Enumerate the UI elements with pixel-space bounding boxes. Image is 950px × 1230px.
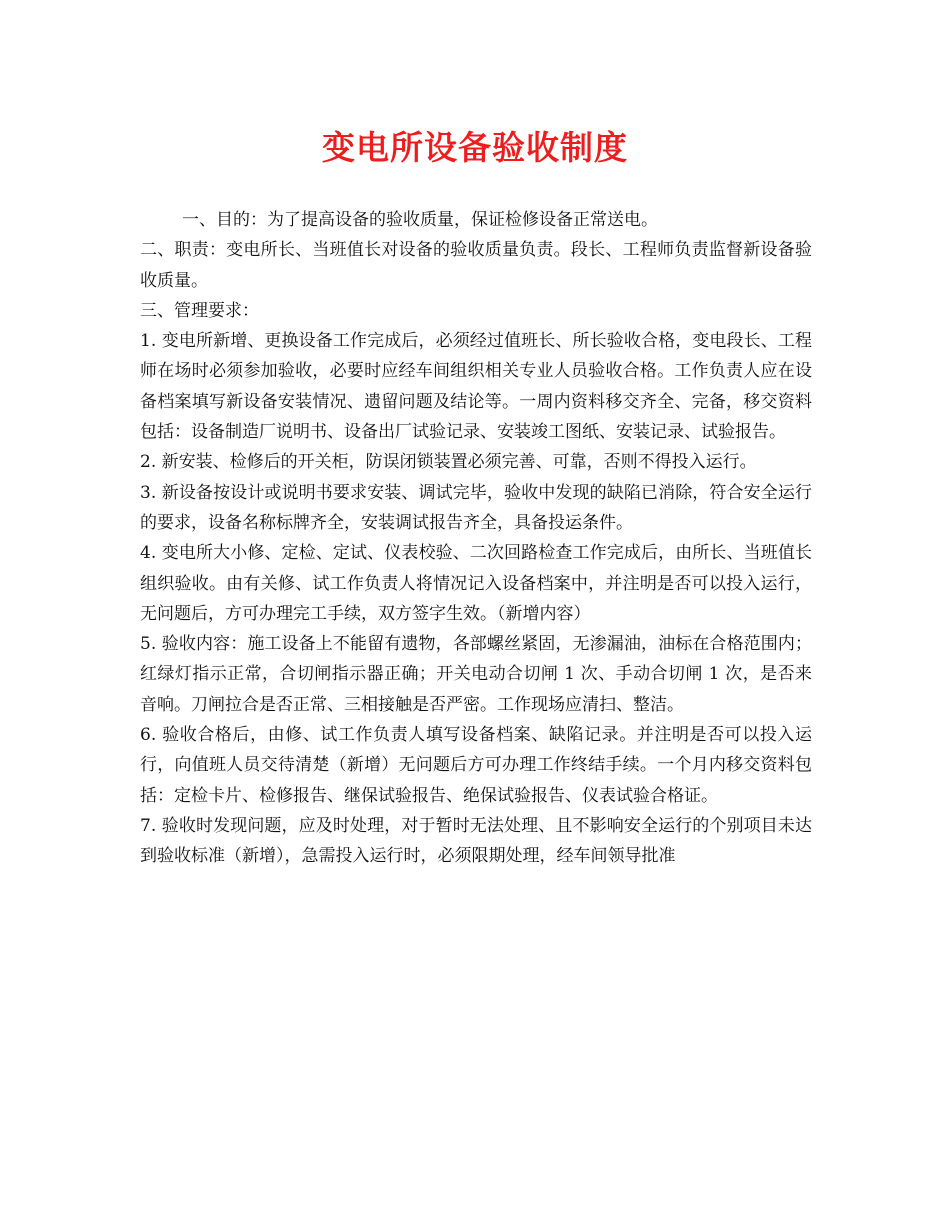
paragraph-item-6: 6. 验收合格后，由修、试工作负责人填写设备档案、缺陷记录。并注明是否可以投入运行，向值班人员交待清楚（新增）无问题后方可办理工作终结手续。一个月内移交资料包括：定检卡片、检修报告、继保试验报告、绝保试验报告、仪表试验合格证。 (140, 725, 812, 806)
paragraph-item-1: 1. 变电所新增、更换设备工作完成后，必须经过值班长、所长验收合格，变电段长、工程师在场时必须参加验收，必要时应经车间组织相关专业人员验收合格。工作负责人应在设备档案填写新设备安装情况、遗留问题及结论等。一周内资料移交齐全、完备，移交资料包括：设备制造厂说明书、设备出厂试验记录、安装竣工图纸、安装记录、试验报告。 (140, 331, 812, 443)
document-title: 变电所设备验收制度 (322, 128, 628, 167)
paragraph-item-2: 2. 新安装、检修后的开关柜，防误闭锁装置必须完善、可靠，否则不得投入运行。 (140, 452, 757, 473)
paragraph-item-7: 7. 验收时发现问题，应及时处理，对于暂时无法处理、且不影响安全运行的个别项目未达到验收标准（新增），急需投入运行时，必须限期处理，经车间领导批准 (140, 815, 812, 867)
paragraph-item-3: 3. 新设备按设计或说明书要求安装、调试完毕，验收中发现的缺陷已消除，符合安全运行的要求，设备名称标牌齐全，安装调试报告齐全，具备投运条件。 (140, 482, 812, 533)
paragraph-item-5: 5. 验收内容：施工设备上不能留有遗物，各部螺丝紧固，无渗漏油，油标在合格范围内；红绿灯指示正常，合切闸指示器正确；开关电动合切闸 1 次、手动合切闸 1 次，是否来音响。刀闸拉合是否正常、三相接触是否严密。工作现场应清扫、整洁。 (140, 634, 812, 715)
paragraph-item-4: 4. 变电所大小修、定检、定试、仪表校验、二次回路检查工作完成后，由所长、当班值长组织验收。由有关修、试工作负责人将情况记入设备档案中，并注明是否可以投入运行，无问题后，方可办理完工手续，双方签字生效。（新增内容） (140, 543, 812, 624)
document-body (140, 205, 812, 872)
paragraph-purpose: 一、目的：为了提高设备的验收质量，保证检修设备正常送电。 (182, 210, 658, 230)
paragraph-responsibility: 二、职责：变电所长、当班值长对设备的验收质量负责。段长、工程师负责监督新设备验收质量。 (140, 240, 812, 291)
paragraph-management-heading: 三、管理要求： (140, 300, 259, 321)
